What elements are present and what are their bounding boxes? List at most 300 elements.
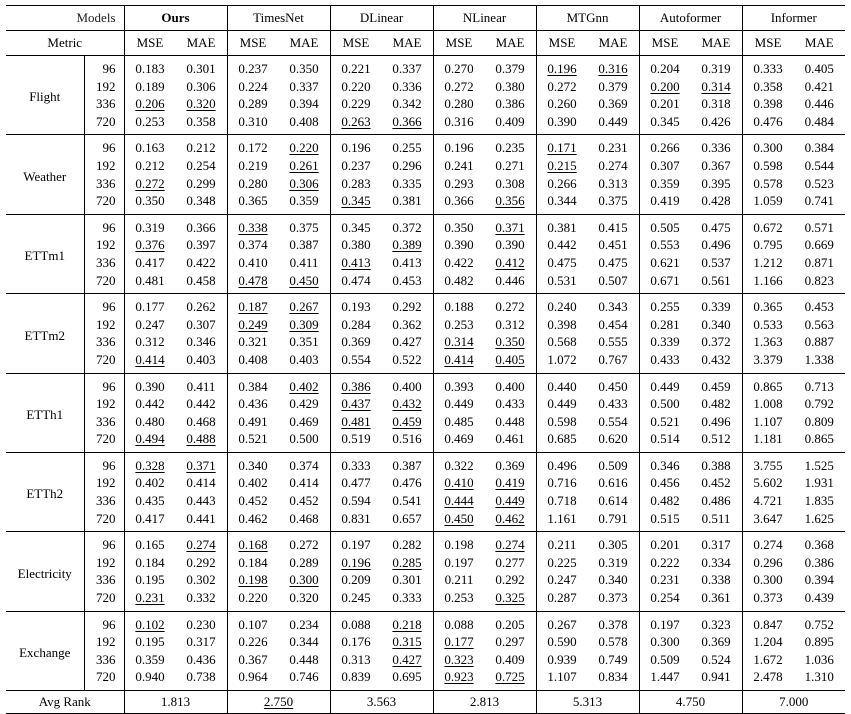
mse-value: 0.321 — [238, 334, 268, 350]
dataset-name: ETTm2 — [6, 294, 84, 373]
mse-value: 0.598 — [753, 157, 783, 173]
horizon-length: 192 — [84, 236, 124, 254]
mse-value: 0.333 — [330, 452, 382, 474]
mse-value: 1.672 — [753, 651, 783, 667]
mse-value: 0.204 — [639, 56, 691, 78]
horizon-length: 336 — [84, 175, 124, 193]
mse-value: 0.365 — [238, 193, 268, 209]
mse-value: 0.300 — [753, 572, 783, 588]
mse-value: 1.212 — [753, 254, 783, 270]
mae-value: 0.348 — [176, 192, 228, 214]
mae-value: 0.414 — [279, 474, 331, 492]
mse-value: 0.255 — [639, 294, 691, 316]
mse-value: 0.225 — [547, 554, 577, 570]
mse-value: 0.519 — [341, 431, 371, 447]
mse-value: 0.206 — [135, 96, 165, 112]
mae-value: 0.375 — [588, 192, 640, 214]
table-row — [6, 633, 845, 651]
mse-value: 0.410 — [238, 254, 268, 270]
mse-value: 0.198 — [433, 532, 485, 554]
mse-value: 0.380 — [341, 237, 371, 253]
mse-value: 0.184 — [135, 554, 165, 570]
mae-value: 0.616 — [588, 474, 640, 492]
mae-value: 0.267 — [279, 294, 331, 316]
mae-value: 0.459 — [691, 373, 743, 395]
mse-value: 0.393 — [433, 373, 485, 395]
mae-value: 0.340 — [691, 316, 743, 334]
avg-rank-nlinear: 2.813 — [433, 691, 536, 714]
mae-value: 0.339 — [691, 294, 743, 316]
mse-value: 5.602 — [753, 475, 783, 491]
mae-value: 0.433 — [588, 395, 640, 413]
horizon-length: 720 — [84, 430, 124, 452]
mae-value: 0.300 — [279, 571, 331, 589]
mae-value: 0.379 — [485, 56, 537, 78]
mse-value: 0.200 — [650, 78, 680, 94]
models-header-row — [6, 6, 845, 31]
mae-value: 0.336 — [691, 135, 743, 157]
mae-value: 0.403 — [279, 351, 331, 373]
mae-value: 0.367 — [691, 157, 743, 175]
mse-value: 0.222 — [650, 554, 680, 570]
mse-value: 1.447 — [650, 669, 680, 685]
mae-value: 0.305 — [588, 532, 640, 554]
mse-value: 0.481 — [341, 413, 371, 429]
mae-value: 0.299 — [176, 175, 228, 193]
mse-value: 0.266 — [639, 135, 691, 157]
mae-value: 0.509 — [588, 452, 640, 474]
mse-value: 0.272 — [444, 78, 474, 94]
mae-value: 0.746 — [279, 668, 331, 690]
mae-value: 0.375 — [279, 214, 331, 236]
mae-value: 0.306 — [279, 175, 331, 193]
mse-value: 0.505 — [639, 214, 691, 236]
mse-value: 0.231 — [650, 572, 680, 588]
mse-value: 3.379 — [753, 351, 783, 367]
mae-value: 0.323 — [691, 611, 743, 633]
mae-value: 0.411 — [176, 373, 228, 395]
mse-value: 0.280 — [238, 175, 268, 191]
mae-value: 0.421 — [804, 78, 834, 94]
mse-value: 0.435 — [135, 493, 165, 509]
horizon-length: 192 — [84, 554, 124, 572]
model-header-mtgnn: MTGnn — [536, 6, 639, 31]
mae-value: 0.452 — [279, 492, 331, 510]
mae-value: 0.272 — [485, 294, 537, 316]
mse-value: 0.442 — [135, 396, 165, 412]
mse-value: 0.414 — [444, 351, 474, 367]
mse-value: 0.260 — [547, 96, 577, 112]
mae-value: 0.657 — [382, 510, 434, 532]
mse-value: 0.284 — [341, 316, 371, 332]
table-row — [6, 157, 845, 175]
mae-value: 0.381 — [382, 192, 434, 214]
mse-value: 0.350 — [135, 193, 165, 209]
horizon-length: 720 — [84, 272, 124, 294]
metric-label: Metric — [6, 31, 124, 56]
mse-value: 0.450 — [444, 510, 474, 526]
metric-mse: MSE — [445, 35, 473, 50]
metric-mae: MAE — [485, 31, 537, 56]
mse-value: 0.267 — [536, 611, 588, 633]
mae-value: 0.482 — [691, 395, 743, 413]
mse-value: 0.312 — [135, 334, 165, 350]
mae-value: 0.767 — [588, 351, 640, 373]
mse-value: 0.417 — [135, 510, 165, 526]
mae-value: 0.400 — [382, 373, 434, 395]
mae-value: 0.414 — [176, 474, 228, 492]
mae-value: 0.511 — [691, 510, 743, 532]
mse-value: 0.402 — [238, 475, 268, 491]
mae-value: 0.614 — [588, 492, 640, 510]
mae-value: 1.525 — [794, 452, 846, 474]
mse-value: 1.107 — [547, 669, 577, 685]
mse-value: 0.398 — [753, 96, 783, 112]
mse-value: 0.437 — [341, 396, 371, 412]
mae-value: 0.412 — [485, 254, 537, 272]
mse-value: 0.253 — [135, 113, 165, 129]
mse-value: 0.293 — [444, 175, 474, 191]
mse-value: 0.209 — [341, 572, 371, 588]
mae-value: 0.541 — [382, 492, 434, 510]
mse-value: 0.350 — [433, 214, 485, 236]
table-row — [6, 113, 845, 135]
mse-value: 0.280 — [444, 96, 474, 112]
mae-value: 0.725 — [485, 668, 537, 690]
mse-value: 0.088 — [330, 611, 382, 633]
mae-value: 0.459 — [382, 413, 434, 431]
mse-value: 2.478 — [753, 669, 783, 685]
avg-rank-mtgnn: 5.313 — [536, 691, 639, 714]
metric-mae: MAE — [176, 31, 228, 56]
mae-value: 0.255 — [382, 135, 434, 157]
mse-value: 0.594 — [341, 493, 371, 509]
mae-value: 0.507 — [588, 272, 640, 294]
avg-rank-autoformer: 4.750 — [639, 691, 742, 714]
mae-value: 0.512 — [691, 430, 743, 452]
metric-mae: MAE — [279, 31, 331, 56]
mse-value: 0.578 — [753, 175, 783, 191]
mae-value: 0.340 — [588, 571, 640, 589]
mse-value: 0.229 — [341, 96, 371, 112]
mse-value: 0.196 — [433, 135, 485, 157]
mse-value: 0.283 — [341, 175, 371, 191]
mse-value: 0.515 — [650, 510, 680, 526]
mae-value: 0.749 — [588, 651, 640, 669]
horizon-length: 720 — [84, 589, 124, 611]
mse-value: 0.923 — [444, 669, 474, 685]
mse-value: 0.189 — [135, 78, 165, 94]
horizon-length: 720 — [84, 113, 124, 135]
mse-value: 0.196 — [536, 56, 588, 78]
mse-value: 0.196 — [330, 135, 382, 157]
mae-value: 0.544 — [804, 157, 834, 173]
mae-value: 0.359 — [279, 192, 331, 214]
mae-value: 0.475 — [588, 254, 640, 272]
table-row — [6, 351, 845, 373]
mae-value: 0.234 — [279, 611, 331, 633]
mae-value: 0.306 — [176, 78, 228, 96]
mse-value: 0.671 — [650, 272, 680, 288]
mse-value: 0.289 — [238, 96, 268, 112]
mse-value: 0.345 — [330, 214, 382, 236]
horizon-length: 96 — [84, 532, 124, 554]
mse-value: 0.296 — [753, 554, 783, 570]
mae-value: 0.333 — [382, 589, 434, 611]
mse-value: 0.107 — [227, 611, 279, 633]
horizon-length: 192 — [84, 474, 124, 492]
mse-value: 0.344 — [547, 193, 577, 209]
mae-value: 0.522 — [382, 351, 434, 373]
mse-value: 0.475 — [547, 254, 577, 270]
mse-value: 0.241 — [444, 157, 474, 173]
mae-value: 0.713 — [794, 373, 846, 395]
mae-value: 0.302 — [176, 571, 228, 589]
mse-value: 0.193 — [330, 294, 382, 316]
horizon-length: 96 — [84, 56, 124, 78]
dataset-group — [6, 532, 845, 611]
mae-value: 0.402 — [279, 373, 331, 395]
mse-value: 0.449 — [639, 373, 691, 395]
mae-value: 0.428 — [691, 192, 743, 214]
table-row — [6, 95, 845, 113]
mse-value: 0.413 — [341, 254, 371, 270]
mae-value: 0.486 — [691, 492, 743, 510]
horizon-length: 96 — [84, 214, 124, 236]
mse-value: 3.755 — [742, 452, 794, 474]
mae-value: 0.262 — [176, 294, 228, 316]
mae-value: 1.338 — [804, 351, 834, 367]
metric-mse: MSE — [651, 35, 679, 50]
mae-value: 0.397 — [176, 236, 228, 254]
mae-value: 0.865 — [804, 431, 834, 447]
mse-value: 0.390 — [124, 373, 176, 395]
mae-value: 0.419 — [485, 474, 537, 492]
mse-value: 0.176 — [341, 634, 371, 650]
mae-value: 0.205 — [485, 611, 537, 633]
mae-value: 0.394 — [804, 572, 834, 588]
dataset-name: ETTh2 — [6, 452, 84, 531]
mae-value: 0.332 — [176, 589, 228, 611]
mse-value: 0.220 — [238, 590, 268, 606]
mae-value: 0.409 — [485, 651, 537, 669]
avg-rank-informer: 7.000 — [742, 691, 845, 714]
mae-value: 0.368 — [794, 532, 846, 554]
mae-value: 0.871 — [804, 254, 834, 270]
metric-mae: MAE — [804, 35, 834, 50]
mse-value: 0.319 — [124, 214, 176, 236]
mse-value: 0.307 — [650, 157, 680, 173]
mae-value: 0.823 — [804, 272, 834, 288]
table-row — [6, 254, 845, 272]
mae-value: 0.450 — [279, 272, 331, 294]
dataset-group — [6, 294, 845, 373]
mse-value: 0.940 — [135, 669, 165, 685]
mse-value: 1.059 — [753, 193, 783, 209]
mse-value: 0.376 — [135, 237, 165, 253]
mae-value: 0.887 — [804, 334, 834, 350]
mse-value: 0.402 — [135, 475, 165, 491]
mse-value: 0.568 — [547, 334, 577, 350]
mse-value: 0.531 — [547, 272, 577, 288]
avg-rank-ours: 1.813 — [124, 691, 227, 714]
mse-value: 0.338 — [227, 214, 279, 236]
mse-value: 0.672 — [742, 214, 794, 236]
mae-value: 0.446 — [485, 272, 537, 294]
mae-value: 0.834 — [588, 668, 640, 690]
mae-value: 0.338 — [691, 571, 743, 589]
mse-value: 0.253 — [444, 316, 474, 332]
table-row — [6, 571, 845, 589]
mse-value: 0.590 — [547, 634, 577, 650]
mae-value: 0.427 — [382, 333, 434, 351]
mae-value: 0.752 — [794, 611, 846, 633]
avg-rank-row — [6, 691, 845, 714]
mae-value: 0.320 — [279, 589, 331, 611]
mae-value: 0.369 — [588, 95, 640, 113]
mse-value: 0.253 — [444, 590, 474, 606]
mse-value: 0.452 — [238, 493, 268, 509]
table-row — [6, 510, 845, 532]
mae-value: 0.462 — [485, 510, 537, 532]
mae-value: 0.344 — [279, 633, 331, 651]
mae-value: 0.443 — [176, 492, 228, 510]
mae-value: 0.405 — [794, 56, 846, 78]
mae-value: 0.449 — [588, 113, 640, 135]
mse-value: 0.390 — [444, 237, 474, 253]
horizon-length: 720 — [84, 510, 124, 532]
mae-value: 0.408 — [279, 113, 331, 135]
mae-value: 0.343 — [588, 294, 640, 316]
mse-value: 0.496 — [536, 452, 588, 474]
mae-value: 0.395 — [691, 175, 743, 193]
mse-value: 0.316 — [444, 113, 474, 129]
mse-value: 0.419 — [650, 193, 680, 209]
mae-value: 0.453 — [794, 294, 846, 316]
mse-value: 0.476 — [753, 113, 783, 129]
horizon-length: 336 — [84, 95, 124, 113]
mse-value: 0.333 — [742, 56, 794, 78]
dataset-name: Flight — [6, 56, 84, 135]
mae-value: 0.297 — [485, 633, 537, 651]
mae-value: 0.413 — [382, 254, 434, 272]
mse-value: 0.266 — [547, 175, 577, 191]
mae-value: 0.448 — [279, 651, 331, 669]
horizon-length: 192 — [84, 157, 124, 175]
mse-value: 0.436 — [238, 396, 268, 412]
mse-value: 0.313 — [341, 651, 371, 667]
mae-value: 0.620 — [588, 430, 640, 452]
dataset-name: ETTh1 — [6, 373, 84, 452]
horizon-length: 96 — [84, 373, 124, 395]
mse-value: 1.204 — [753, 634, 783, 650]
mse-value: 0.220 — [341, 78, 371, 94]
mse-value: 0.221 — [330, 56, 382, 78]
mse-value: 0.384 — [227, 373, 279, 395]
mse-value: 0.718 — [547, 493, 577, 509]
mse-value: 0.456 — [650, 475, 680, 491]
mse-value: 0.491 — [238, 413, 268, 429]
mse-value: 0.195 — [135, 634, 165, 650]
mse-value: 0.187 — [227, 294, 279, 316]
mae-value: 0.669 — [804, 237, 834, 253]
mae-value: 0.366 — [176, 214, 228, 236]
mse-value: 0.196 — [341, 554, 371, 570]
mae-value: 0.741 — [804, 193, 834, 209]
mae-value: 0.231 — [588, 135, 640, 157]
dataset-group — [6, 135, 845, 214]
mae-value: 1.310 — [804, 669, 834, 685]
mse-value: 0.310 — [238, 113, 268, 129]
mae-value: 0.384 — [794, 135, 846, 157]
mse-value: 0.373 — [753, 590, 783, 606]
metric-mse: MSE — [136, 35, 164, 50]
mse-value: 0.274 — [742, 532, 794, 554]
mse-value: 0.263 — [341, 113, 371, 129]
mae-value: 0.941 — [691, 668, 743, 690]
mse-value: 0.847 — [742, 611, 794, 633]
mse-value: 0.201 — [639, 532, 691, 554]
horizon-length: 96 — [84, 452, 124, 474]
mse-value: 0.314 — [444, 334, 474, 350]
mse-value: 0.365 — [742, 294, 794, 316]
mae-value: 0.274 — [588, 157, 640, 175]
mae-value: 0.454 — [588, 316, 640, 334]
mse-value: 0.440 — [536, 373, 588, 395]
mae-value: 0.319 — [588, 554, 640, 572]
mae-value: 0.274 — [485, 532, 537, 554]
table-row — [6, 236, 845, 254]
mae-value: 0.563 — [804, 316, 834, 332]
table-row — [6, 135, 845, 157]
mae-value: 0.450 — [588, 373, 640, 395]
mae-value: 0.390 — [485, 236, 537, 254]
mse-value: 0.521 — [238, 431, 268, 447]
mse-value: 0.716 — [547, 475, 577, 491]
mse-value: 0.172 — [227, 135, 279, 157]
mae-value: 0.561 — [691, 272, 743, 294]
mse-value: 0.482 — [444, 272, 474, 288]
mse-value: 0.211 — [444, 572, 474, 588]
mse-value: 0.163 — [124, 135, 176, 157]
mae-value: 0.555 — [588, 333, 640, 351]
mse-value: 0.215 — [547, 157, 577, 173]
mse-value: 0.195 — [135, 572, 165, 588]
mae-value: 0.488 — [176, 430, 228, 452]
table-row — [6, 272, 845, 294]
mae-value: 0.325 — [485, 589, 537, 611]
mse-value: 0.168 — [227, 532, 279, 554]
table-row — [6, 373, 845, 395]
mae-value: 1.036 — [804, 651, 834, 667]
mae-value: 0.346 — [176, 333, 228, 351]
model-header-nlinear: NLinear — [433, 6, 536, 31]
mse-value: 0.509 — [650, 651, 680, 667]
mse-value: 0.386 — [330, 373, 382, 395]
mae-value: 0.292 — [382, 294, 434, 316]
mse-value: 0.685 — [547, 431, 577, 447]
mae-value: 0.301 — [382, 571, 434, 589]
horizon-length: 96 — [84, 611, 124, 633]
mse-value: 0.328 — [124, 452, 176, 474]
mse-value: 0.417 — [135, 254, 165, 270]
mse-value: 0.340 — [227, 452, 279, 474]
horizon-length: 96 — [84, 294, 124, 316]
mse-value: 0.369 — [341, 334, 371, 350]
mse-value: 0.414 — [135, 351, 165, 367]
mse-value: 3.647 — [753, 510, 783, 526]
mse-value: 0.367 — [238, 651, 268, 667]
